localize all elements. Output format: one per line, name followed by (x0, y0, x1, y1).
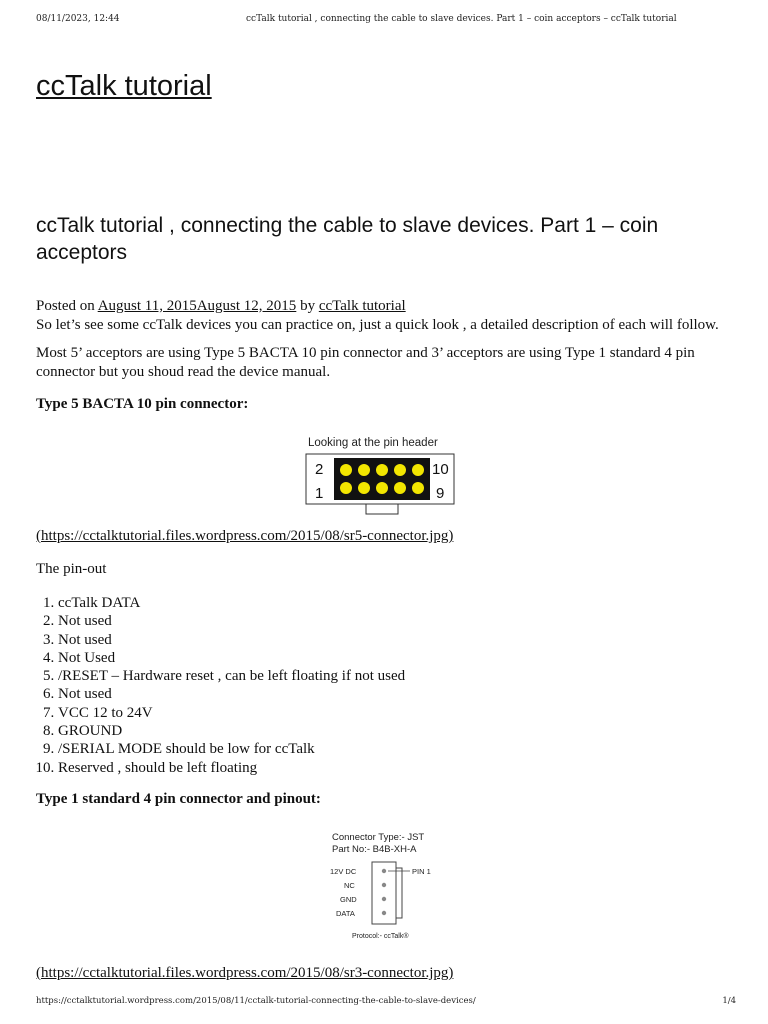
print-page-title: ccTalk tutorial , connecting the cable to slave devices. Part 1 – coin acceptors – ccTalk tutorial (246, 14, 677, 24)
print-url: https://cctalktutorial.wordpress.com/2015/08/11/cctalk-tutorial-connecting-the-cable-to-slave-devices/ (36, 996, 476, 1006)
pinout-label: The pin-out (36, 561, 107, 577)
type5-heading: Type 5 BACTA 10 pin connector: (36, 396, 249, 412)
pinout-item: 2. Not used (58, 612, 708, 630)
print-page-number: 1/4 (722, 996, 736, 1006)
print-header (36, 14, 738, 24)
pin-label-10: 10 (432, 461, 449, 478)
pin-label-9: 9 (436, 485, 445, 502)
jst-label-nc: NC (344, 881, 355, 890)
pin-label-2: 2 (315, 461, 324, 478)
post-content (36, 297, 736, 414)
type1-heading: Type 1 standard 4 pin connector and pinout: (36, 791, 321, 807)
pinout-item: 6. Not used (58, 685, 708, 703)
pinout-item: 1. ccTalk DATA (58, 594, 708, 612)
post-date-link[interactable]: August 11, 2015August 12, 2015 (97, 298, 297, 314)
author-link[interactable]: ccTalk tutorial (318, 298, 406, 314)
figure1-caption: Looking at the pin header (308, 437, 438, 449)
sr3-connector-link[interactable]: (https://cctalktutorial.files.wordpress.com/2015/08/sr3-connector.jpg) (36, 965, 454, 981)
jst-connector-figure (322, 828, 452, 943)
pin1-label: PIN 1 (412, 867, 431, 876)
pinout-item: 10. Reserved , should be left floating (58, 759, 708, 777)
by-label: by (296, 298, 319, 314)
sr5-link-wrap (36, 528, 453, 545)
intro-paragraph: So let’s see some ccTalk devices you can practice on, just a quick look , a detailed description of each will follow. (36, 316, 719, 333)
posted-on-label: Posted on (36, 298, 98, 314)
connector-paragraph: Most 5’ acceptors are using Type 5 BACTA 10 pin connector and 3’ acceptors are using Type 1 standard 4 pin connector but you shoud read the device manual. (36, 345, 695, 380)
jst-label-12v: 12V DC (330, 867, 357, 876)
post-meta (36, 297, 736, 316)
print-footer (36, 996, 736, 1006)
pinout-item: 4. Not Used (58, 649, 708, 667)
sr3-link-wrap (36, 965, 453, 982)
pinout-list (36, 594, 708, 777)
protocol-label: Protocol:- ccTalk® (352, 933, 409, 940)
site-title-link[interactable]: ccTalk tutorial (36, 70, 212, 102)
connector-key (366, 504, 398, 514)
pinout-item: 3. Not used (58, 631, 708, 649)
jst-label-gnd: GND (340, 895, 357, 904)
figure2-connector-type: Connector Type:- JST (332, 832, 425, 843)
jst-latch (396, 868, 402, 918)
pinout-item: 8. GROUND (58, 722, 708, 740)
pinout-item: 7. VCC 12 to 24V (58, 704, 708, 722)
sr5-connector-link[interactable]: (https://cctalktutorial.files.wordpress.com/2015/08/sr5-connector.jpg) (36, 528, 454, 544)
print-datetime: 08/11/2023, 12:44 (36, 14, 120, 24)
pinout-item: 5. /RESET – Hardware reset , can be left floating if not used (58, 667, 708, 685)
post-title: ccTalk tutorial , connecting the cable to slave devices. Part 1 – coin acceptors (36, 214, 659, 264)
pinout-item: 9. /SERIAL MODE should be low for ccTalk (58, 740, 708, 758)
jst-label-data: DATA (336, 909, 355, 918)
pin-label-1: 1 (315, 485, 324, 502)
figure2-part-no: Part No:- B4B-XH-A (332, 844, 417, 855)
bacta-connector-figure (270, 434, 460, 530)
